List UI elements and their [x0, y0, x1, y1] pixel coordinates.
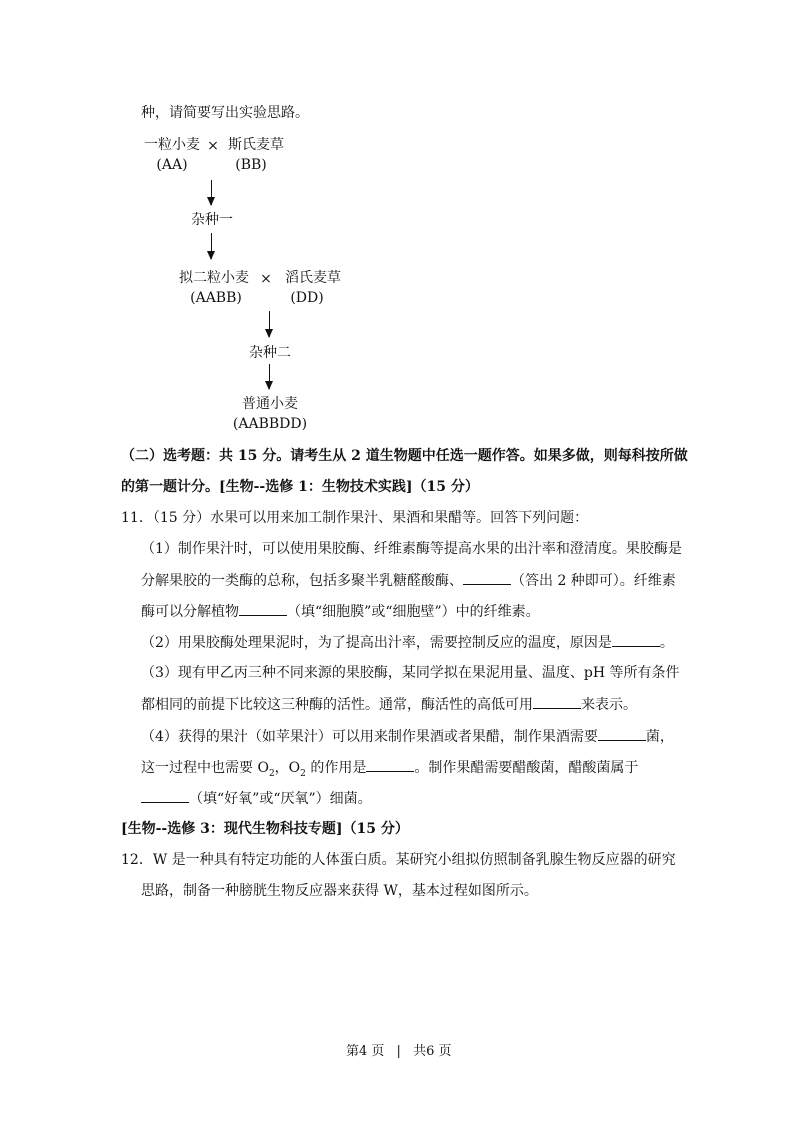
answer-blank-6[interactable]	[366, 757, 414, 772]
footer-separator: |	[396, 1044, 401, 1059]
q11-p1-line3-text: 酶可以分解植物	[141, 604, 239, 620]
answer-blank-3[interactable]	[612, 632, 660, 647]
q11-p4-line2	[141, 757, 638, 778]
q11-p2	[141, 632, 674, 653]
q11-p1-line3-tail: （填“细胞膜”或“细胞壁”）中的纤维素。	[287, 604, 540, 620]
section-header-line2: 的第一题计分。[生物--选修 1：生物技术实践]（15 分）	[121, 479, 479, 495]
parent1-name: 一粒小麦	[144, 137, 200, 153]
q12-line2: 思路，制备一种膀胱生物反应器来获得 W，基本过程如图所示。	[141, 883, 538, 899]
q11-p4-line2-c: 的作用是	[305, 760, 367, 776]
result-genotype: (AABBDD)	[232, 416, 308, 432]
q11-p4-line2-d: 。制作果醋需要醋酸菌，醋酸菌属于	[414, 760, 639, 776]
intro-line: 种，请简要写出实验思路。	[141, 105, 309, 121]
parent2-genotype: (BB)	[235, 157, 267, 173]
hybrid1-label: 杂种一	[191, 212, 233, 228]
o2-subscript-2: 2	[300, 768, 306, 779]
cross-symbol-2: ×	[260, 271, 272, 287]
parent1-genotype: (AA)	[156, 157, 188, 173]
parent3-genotype: (AABB)	[190, 290, 242, 306]
parent4-genotype: (DD)	[290, 290, 324, 306]
q11-p4-line1-text: （4）获得的果汁（如苹果汁）可以用来制作果酒或者果醋，制作果酒需要	[141, 729, 598, 745]
cross-symbol-1: ×	[207, 138, 219, 154]
q11-p4-line1	[141, 726, 674, 747]
q11-p1-line1: （1）制作果汁时，可以使用果胶酶、纤维素酶等提高水果的出汁率和澄清度。果胶酶是	[141, 541, 682, 557]
arrow-down-2	[211, 233, 212, 259]
q11-p1-line3	[141, 601, 540, 622]
page-number: 第4 页	[346, 1044, 385, 1059]
q11-p3-line2-text: 都相同的前提下比较这三种酶的活性。通常，酶活性的高低可用	[141, 697, 533, 713]
section-header-line1: （二）选考题：共 15 分。请考生从 2 道生物题中任选一题作答。如果多做，则每科按所做	[121, 448, 688, 464]
q11-p4-line3	[141, 788, 372, 809]
hybrid2-label: 杂种二	[249, 345, 291, 361]
parent3-name: 拟二粒小麦	[179, 270, 249, 286]
q11-p4-line2-b: ，O	[274, 760, 301, 776]
q11-p2-text: （2）用果胶酶处理果泥时，为了提高出汁率，需要控制反应的温度，原因是	[141, 635, 612, 651]
q11-p3-line2	[141, 694, 637, 715]
q12-line1: 12．W 是一种具有特定功能的人体蛋白质。某研究小组拟仿照制备乳腺生物反应器的研究	[121, 852, 676, 868]
q11-p3-line2-tail: 来表示。	[581, 697, 637, 713]
q11-title: 11．（15 分）水果可以用来加工制作果汁、果酒和果醋等。回答下列问题：	[121, 510, 589, 526]
o2-subscript-1: 2	[268, 768, 275, 779]
parent4-name: 滔氏麦草	[285, 270, 341, 286]
arrow-down-4	[269, 364, 270, 389]
q11-p2-tail: 。	[659, 635, 674, 651]
answer-blank-7[interactable]	[141, 788, 189, 803]
arrow-down-3	[269, 311, 270, 337]
q11-p1-line2	[141, 570, 676, 591]
page-footer	[346, 1040, 451, 1059]
section3-header: [生物--选修 3：现代生物科技专题]（15 分）	[121, 821, 409, 837]
parent2-name: 斯氏麦草	[228, 137, 284, 153]
q11-p4-line3-text: （填“好氧”或“厌氧”）细菌。	[189, 791, 372, 807]
answer-blank-4[interactable]	[533, 694, 581, 709]
q11-p3-line1: （3）现有甲乙丙三种不同来源的果胶酶，某同学拟在果泥用量、温度、pH 等所有条件	[141, 665, 680, 681]
q11-p1-line2-tail: （答出 2 种即可）。纤维素	[511, 573, 676, 589]
answer-blank-5[interactable]	[598, 726, 646, 741]
result-name: 普通小麦	[242, 396, 298, 412]
q11-p4-line1-tail: 菌，	[645, 729, 674, 745]
total-pages: 共6 页	[413, 1044, 452, 1059]
answer-blank-2[interactable]	[239, 601, 287, 616]
answer-blank-1[interactable]	[463, 570, 511, 585]
q11-p1-line2-text: 分解果胶的一类酶的总称，包括多聚半乳糖醛酸酶、	[141, 573, 463, 589]
arrow-down-1	[211, 180, 212, 205]
q11-p4-line2-a: 这一过程中也需要 O	[141, 760, 269, 776]
